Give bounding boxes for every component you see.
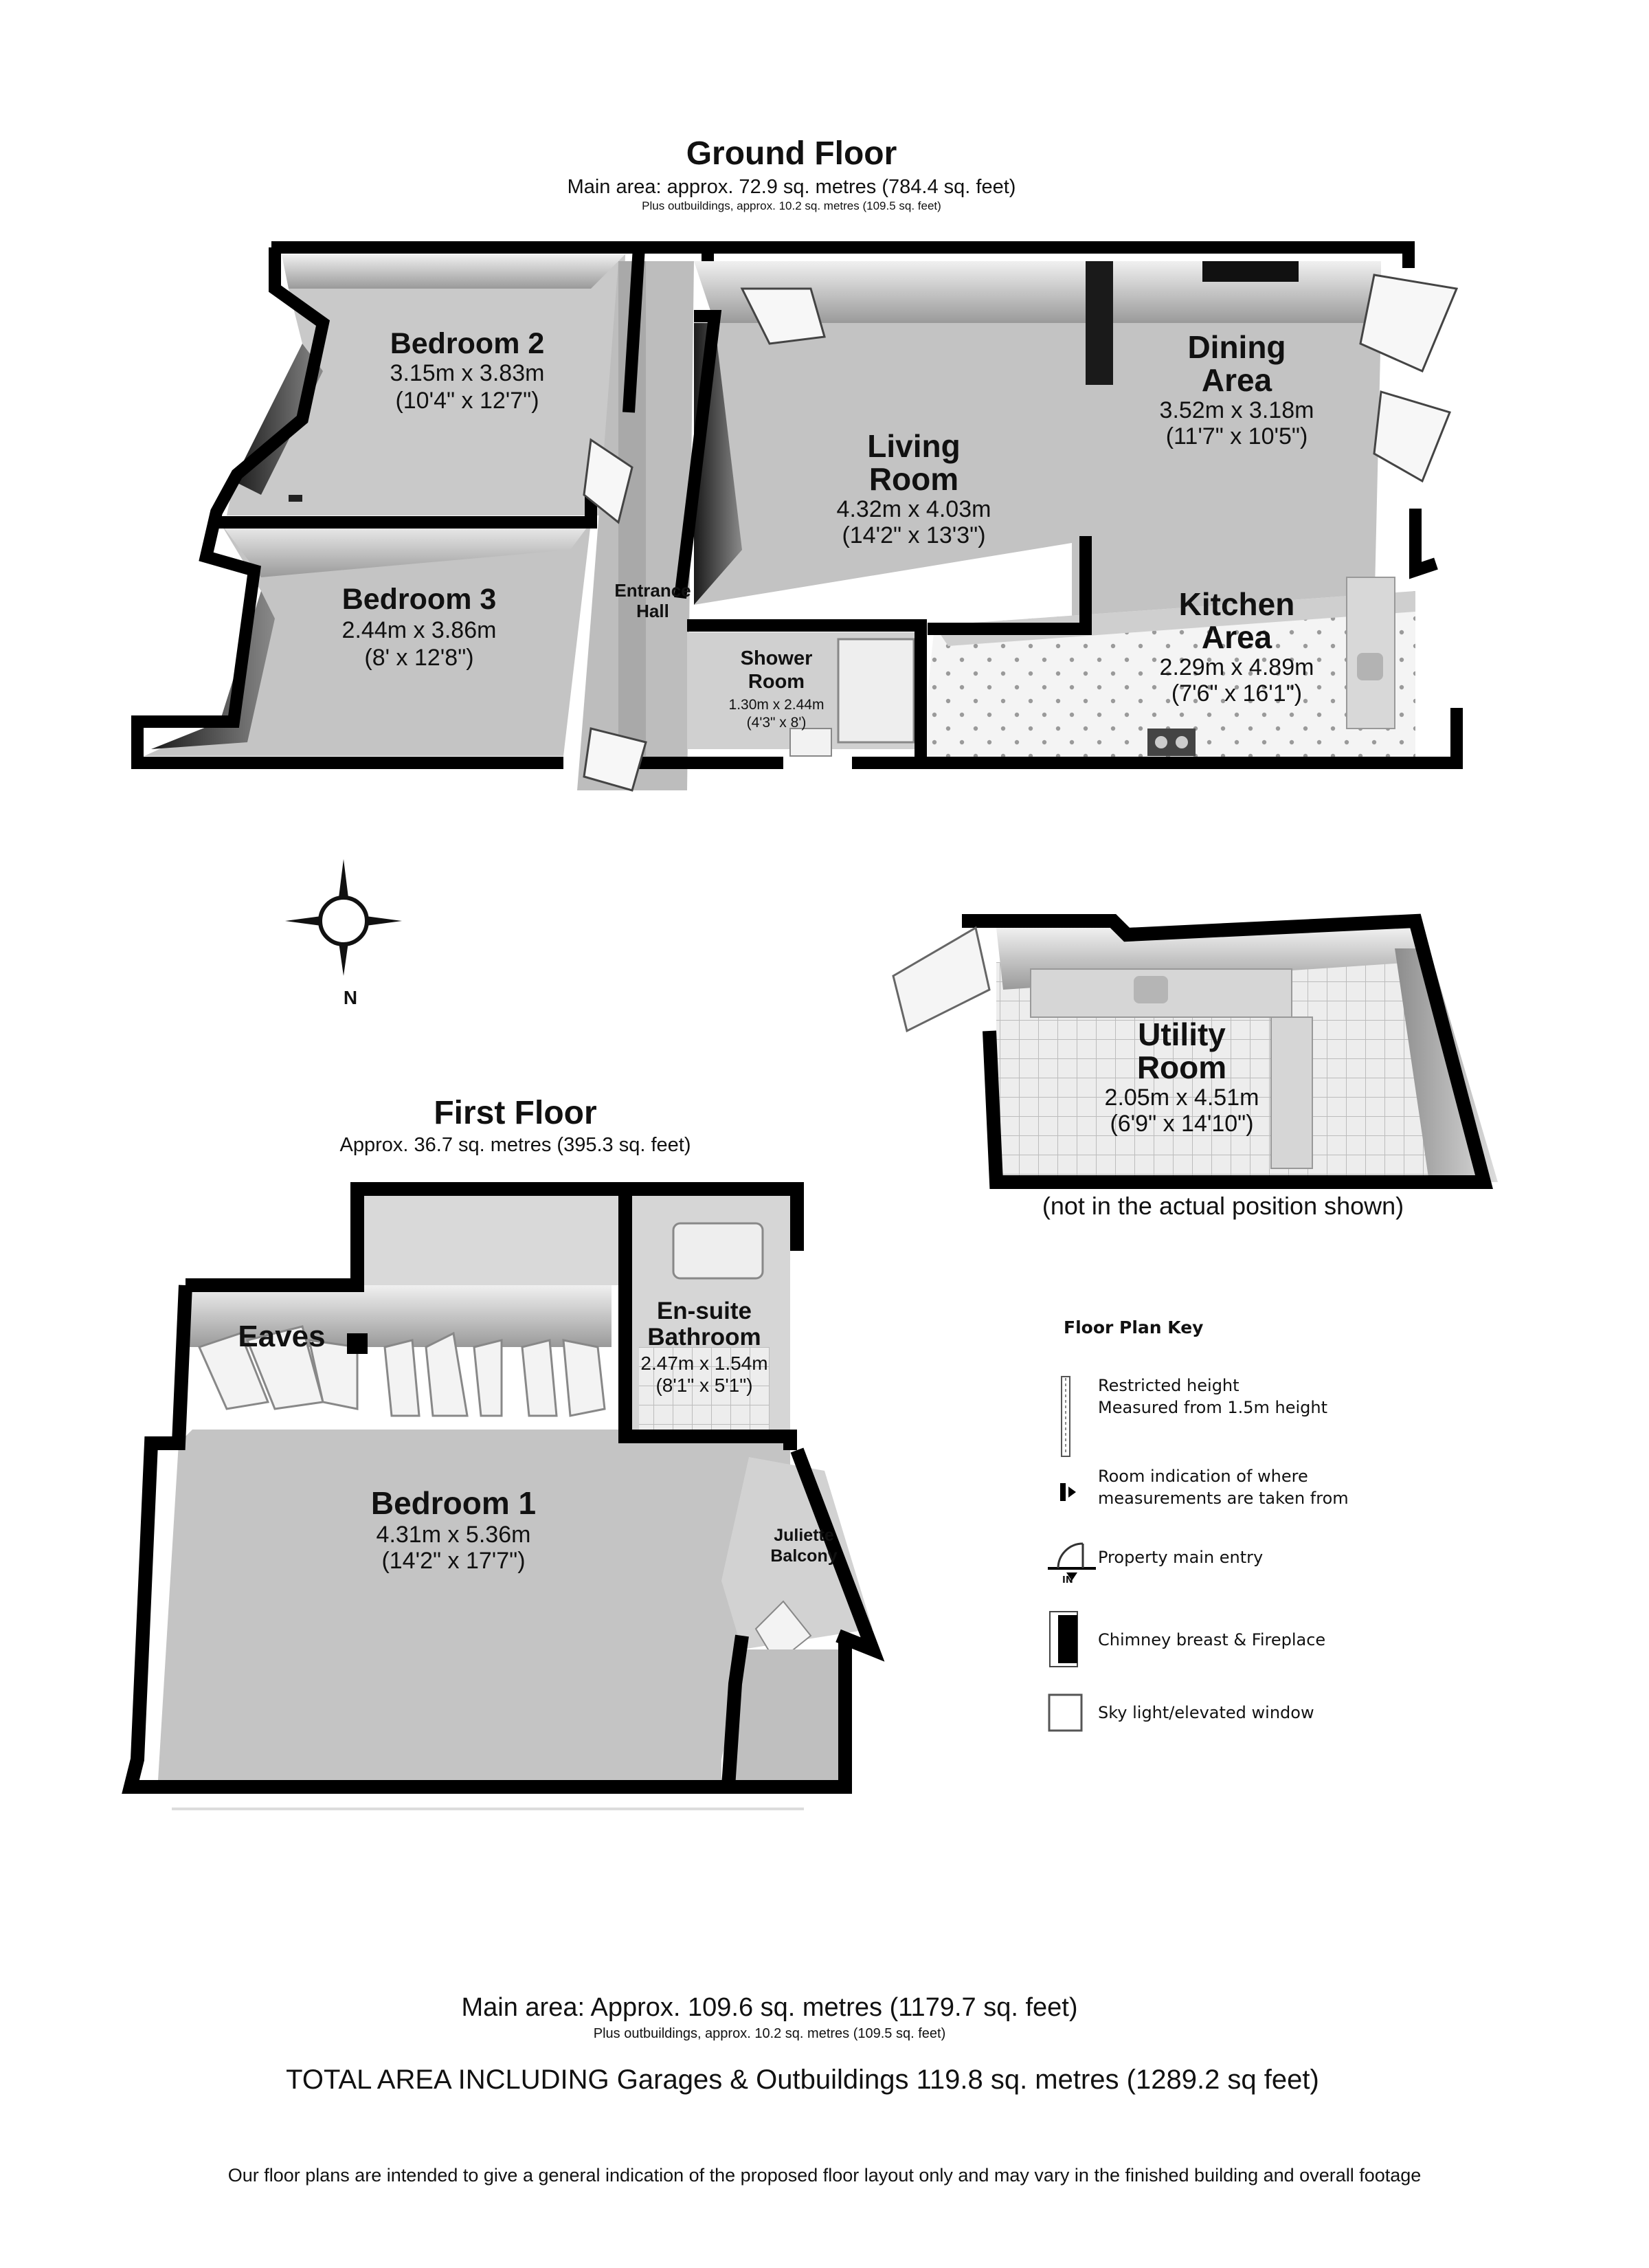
living-room-label-2: Room bbox=[868, 461, 959, 497]
key-item-measurement bbox=[1098, 1465, 1349, 1509]
bedroom-2-metric: 3.15m x 3.83m bbox=[390, 360, 545, 386]
utility-position-note: (not in the actual position shown) bbox=[1042, 1192, 1404, 1220]
juliette-balcony-label-2: Balcony bbox=[770, 1546, 838, 1566]
total-outbuildings: Plus outbuildings, approx. 10.2 sq. metres (109.5 sq. feet) bbox=[593, 2026, 946, 2041]
total-main-area: Main area: Approx. 109.6 sq. metres (1179.7 sq. feet) bbox=[461, 1993, 1078, 2022]
living-room-label-1: Living bbox=[867, 428, 961, 464]
bedroom-3-label: Bedroom 3 bbox=[341, 583, 497, 616]
compass-north-label: N bbox=[343, 987, 358, 1008]
floor-plan-key-icons bbox=[1048, 1377, 1096, 1731]
kitchen-area-imperial: (7'6" x 16'1") bbox=[1171, 680, 1303, 707]
bedroom-3-imperial: (8' x 12'8") bbox=[364, 645, 474, 671]
chimney-marker bbox=[347, 1333, 368, 1354]
shower-room-metric: 1.30m x 2.44m bbox=[728, 697, 824, 713]
key-item-chimney bbox=[1098, 1629, 1325, 1651]
dining-area-metric: 3.52m x 3.18m bbox=[1159, 397, 1314, 423]
living-room-metric: 4.32m x 4.03m bbox=[836, 496, 991, 522]
total-area-including-outbuildings: TOTAL AREA INCLUDING Garages & Outbuildings 119.8 sq. metres (1289.2 sq feet) bbox=[286, 2065, 1319, 2095]
eaves-label: Eaves bbox=[238, 1320, 326, 1353]
bedroom-1-imperial: (14'2" x 17'7") bbox=[381, 1548, 526, 1574]
dining-area-label-2: Area bbox=[1201, 362, 1272, 398]
key-item-restricted-height bbox=[1098, 1375, 1327, 1419]
disclaimer-text: Our floor plans are intended to give a general indication of the proposed floor layout only and may vary in the finished building and overall footage bbox=[227, 2165, 1422, 2186]
key-item-line: measurements are taken from bbox=[1098, 1489, 1349, 1508]
utility-room-label-2: Room bbox=[1136, 1049, 1227, 1085]
dining-area-imperial: (11'7" x 10'5") bbox=[1165, 423, 1308, 449]
kitchen-area-label-2: Area bbox=[1201, 619, 1272, 655]
key-item-main-entry bbox=[1098, 1546, 1263, 1568]
bedroom-3-metric: 2.44m x 3.86m bbox=[341, 617, 497, 643]
restricted-height-icon bbox=[1062, 1377, 1070, 1456]
first-floor-area: Approx. 36.7 sq. metres (395.3 sq. feet) bbox=[339, 1134, 691, 1156]
measurement-marker-icon bbox=[1060, 1483, 1076, 1501]
key-item-line: Sky light/elevated window bbox=[1098, 1703, 1314, 1722]
key-item-line: Room indication of where bbox=[1098, 1467, 1308, 1486]
entrance-hall-label-1: Entrance bbox=[614, 580, 691, 601]
bedroom-1-metric: 4.31m x 5.36m bbox=[376, 1522, 531, 1548]
compass-rose-icon bbox=[285, 859, 402, 976]
utility-room-metric: 2.05m x 4.51m bbox=[1104, 1085, 1259, 1111]
bedroom-2-imperial: (10'4" x 12'7") bbox=[395, 388, 539, 414]
ground-floor-title: Ground Floor bbox=[686, 135, 897, 172]
ensuite-imperial: (8'1" x 5'1") bbox=[655, 1375, 753, 1396]
key-item-line: Restricted height bbox=[1098, 1376, 1239, 1395]
ground-floor-main-area: Main area: approx. 72.9 sq. metres (784.4 sq. feet) bbox=[567, 176, 1016, 198]
key-item-line: Chimney breast & Fireplace bbox=[1098, 1630, 1326, 1649]
shower-room-label-1: Shower bbox=[740, 647, 813, 669]
ground-floor-outbuildings: Plus outbuildings, approx. 10.2 sq. metres (109.5 sq. feet) bbox=[642, 199, 941, 212]
ensuite-metric: 2.47m x 1.54m bbox=[640, 1353, 768, 1374]
bedroom-2-label: Bedroom 2 bbox=[390, 327, 545, 360]
entrance-hall-label-2: Hall bbox=[636, 601, 669, 621]
bedroom-1-label: Bedroom 1 bbox=[370, 1485, 537, 1521]
utility-room-imperial: (6'9" x 14'10") bbox=[1110, 1111, 1254, 1137]
shower-room-label-2: Room bbox=[748, 671, 805, 693]
ensuite-label-1: En-suite bbox=[656, 1298, 752, 1324]
juliette-balcony-label-1: Juliette bbox=[774, 1526, 834, 1545]
kitchen-area-label-1: Kitchen bbox=[1178, 586, 1295, 622]
key-item-skylight bbox=[1098, 1702, 1314, 1724]
dining-area-label-1: Dining bbox=[1187, 329, 1286, 365]
key-entry-badge: IN bbox=[1062, 1575, 1073, 1586]
first-floor-title: First Floor bbox=[434, 1095, 597, 1131]
kitchen-area-metric: 2.29m x 4.89m bbox=[1159, 654, 1314, 680]
ensuite-label-2: Bathroom bbox=[647, 1324, 761, 1350]
shower-room-imperial: (4'3" x 8') bbox=[746, 715, 807, 731]
utility-room-label-1: Utility bbox=[1138, 1016, 1226, 1052]
key-title: Floor Plan Key bbox=[1064, 1318, 1204, 1337]
chimney-breast-icon bbox=[1050, 1612, 1077, 1667]
key-item-line: Property main entry bbox=[1098, 1548, 1264, 1567]
living-room-imperial: (14'2" x 13'3") bbox=[842, 522, 986, 548]
skylight-icon bbox=[1049, 1695, 1081, 1731]
key-item-line: Measured from 1.5m height bbox=[1098, 1398, 1328, 1417]
